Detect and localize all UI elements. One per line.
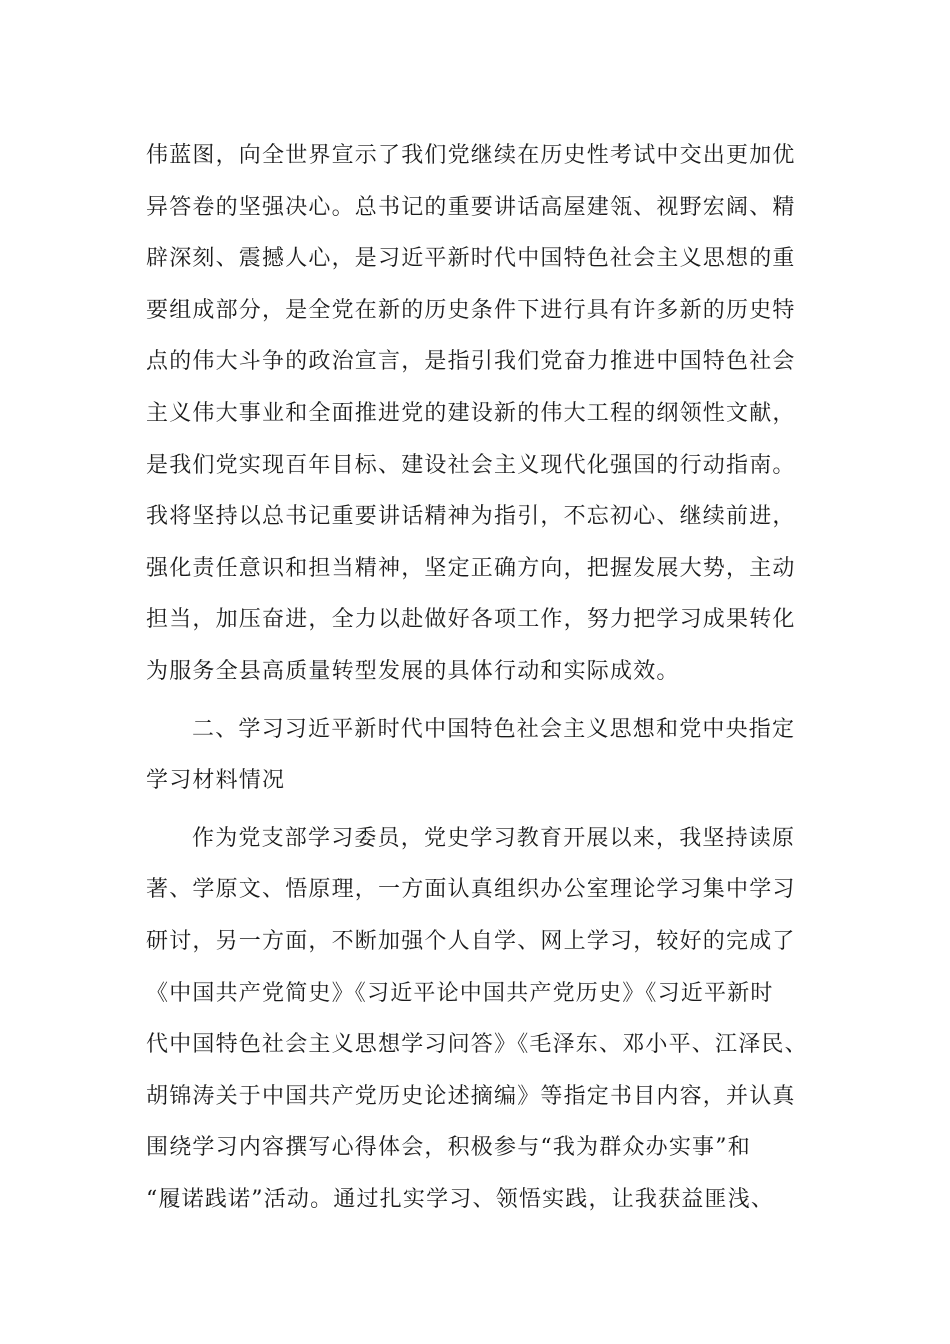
text-line: 异答卷的坚强决心。总书记的重要讲话高屋建瓴、视野宏阔、精 — [146, 194, 796, 220]
text-line: 《中国共产党简史》《习近平论中国共产党历史》《习近平新时 — [146, 980, 774, 1006]
text-line: 辟深刻、震撼人心，是习近平新时代中国特色社会主义思想的重 — [146, 246, 796, 272]
text-line: 伟蓝图，向全世界宣示了我们党继续在历史性考试中交出更加优 — [146, 143, 796, 168]
heading-line: 学习材料情况 — [146, 768, 286, 794]
text-line: 强化责任意识和担当精神，坚定正确方向，把握发展大势，主动 — [146, 555, 796, 581]
text-line: 代中国特色社会主义思想学习问答》《毛泽东、邓小平、江泽民、 — [146, 1032, 808, 1058]
text-line: 我将坚持以总书记重要讲话精神为指引，不忘初心、继续前进， — [146, 504, 796, 530]
text-line: 作为党支部学习委员，党史学习教育开展以来，我坚持读原 — [192, 825, 796, 851]
text-line: “履诺践诺”活动。通过扎实学习、领悟实践，让我获益匪浅、 — [146, 1186, 775, 1212]
text-line: 胡锦涛关于中国共产党历史论述摘编》等指定书目内容，并认真 — [146, 1083, 796, 1109]
text-line: 围绕学习内容撰写心得体会，积极参与“我为群众办实事”和 — [146, 1135, 751, 1161]
section-heading — [146, 704, 806, 807]
paragraph-1 — [146, 130, 806, 698]
heading-line: 二、学习习近平新时代中国特色社会主义思想和党中央指定 — [192, 716, 796, 742]
text-line: 研讨，另一方面，不断加强个人自学、网上学习，较好的完成了 — [146, 928, 796, 954]
text-line: 点的伟大斗争的政治宣言，是指引我们党奋力推进中国特色社会 — [146, 349, 796, 375]
text-line: 为服务全县高质量转型发展的具体行动和实际成效。 — [146, 658, 680, 684]
text-line: 要组成部分，是全党在新的历史条件下进行具有许多新的历史特 — [146, 297, 796, 323]
text-line: 担当，加压奋进，全力以赴做好各项工作，努力把学习成果转化 — [146, 607, 796, 633]
text-line: 主义伟大事业和全面推进党的建设新的伟大工程的纲领性文献， — [146, 400, 796, 426]
document-body — [146, 130, 806, 1225]
text-line: 是我们党实现百年目标、建设社会主义现代化强国的行动指南。 — [146, 452, 796, 478]
paragraph-2 — [146, 813, 806, 1226]
text-line: 著、学原文、悟原理，一方面认真组织办公室理论学习集中学习 — [146, 877, 796, 903]
